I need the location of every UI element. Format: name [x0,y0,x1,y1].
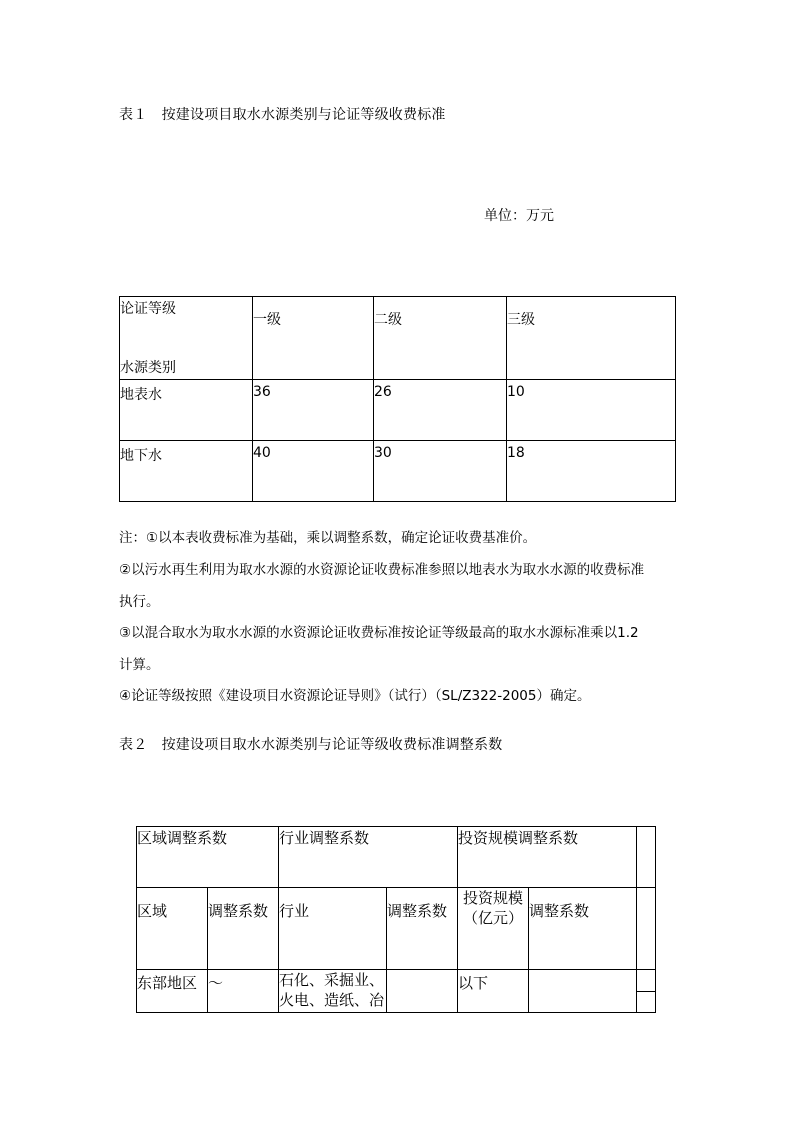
header-corner-cell [120,297,253,380]
table-row [120,441,676,502]
group-header-row [137,827,656,888]
table-header-row [120,297,676,380]
industry-coef-header: 调整系数 [387,888,458,970]
row-label-surface-water: 地表水 [120,380,253,441]
level-2-header: 二级 [374,297,507,380]
empty-cell [637,992,656,1013]
fee-standard-table [119,296,676,502]
cell-surface-level3: 10 [507,380,676,441]
header-source-label: 水源类别 [120,360,176,376]
industry-coef-cell [387,970,458,1013]
note-2: ②以污水再生利用为取水水源的水资源论证收费标准参照以地表水为取水水源的收费标准 [119,562,645,578]
note-3-cont: 计算。 [119,657,160,673]
note-1: 注：①以本表收费标准为基础，乘以调整系数，确定论证收费基准价。 [119,530,537,546]
industry-group-header: 行业调整系数 [279,827,458,888]
cell-surface-level2: 26 [374,380,507,441]
table-row [137,970,656,992]
cell-ground-level3: 18 [507,441,676,502]
region-group-header: 区域调整系数 [137,827,279,888]
table1-title: 表１ 按建设项目取水水源类别与论证等级收费标准 [119,107,446,123]
region-header: 区域 [137,888,208,970]
note-4: ④论证等级按照《建设项目水资源论证导则》（试行）（SL/Z322-2005）确定。 [119,688,591,704]
cell-ground-level2: 30 [374,441,507,502]
level-1-header: 一级 [253,297,374,380]
unit-label: 单位：万元 [484,208,554,224]
cell-surface-level1: 36 [253,380,374,441]
row-label-groundwater: 地下水 [120,441,253,502]
note-2-cont: 执行。 [119,594,160,610]
investment-coef-header: 调整系数 [529,888,637,970]
sub-header-row [137,888,656,970]
level-3-header: 三级 [507,297,676,380]
table-row [120,380,676,441]
cell-ground-level1: 40 [253,441,374,502]
region-east: 东部地区 [137,970,208,1013]
region-coef-header: 调整系数 [208,888,279,970]
empty-cell [637,888,656,970]
empty-cell [637,970,656,992]
empty-cell [637,827,656,888]
investment-scale-header: 投资规模（亿元） [458,888,529,970]
industry-list: 石化、采掘业、火电、造纸、冶 [279,970,387,1013]
note-3: ③以混合取水为取水水源的水资源论证收费标准按论证等级最高的取水水源标准乘以1.2 [119,625,639,641]
adjustment-coefficient-table [136,826,656,1013]
investment-coef-cell [529,970,637,1013]
investment-below: 以下 [458,970,529,1013]
header-level-label: 论证等级 [120,301,176,317]
industry-header: 行业 [279,888,387,970]
investment-group-header: 投资规模调整系数 [458,827,637,888]
table2-title: 表２ 按建设项目取水水源类别与论证等级收费标准调整系数 [119,737,503,753]
region-east-coef: ～ [208,970,279,1013]
